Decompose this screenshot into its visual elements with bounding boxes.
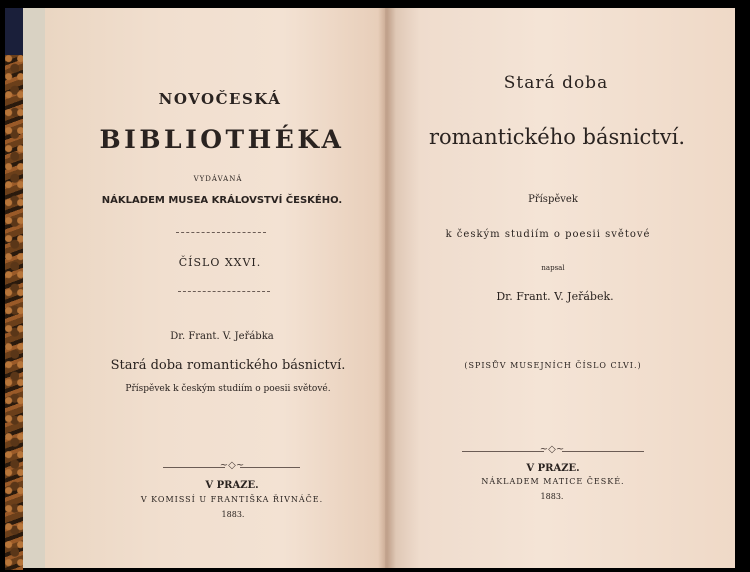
wrote-label: napsal bbox=[541, 264, 565, 272]
right-subtitle: k českým studiím o poesii světové bbox=[445, 229, 651, 240]
title-line-2: romantického básnictví. bbox=[429, 125, 685, 149]
left-publisher: NÁKLADEM MUSEA KRÁLOVSTVÍ ČESKÉHO. bbox=[101, 195, 343, 206]
right-publisher: NÁKLADEM MATICE ČESKÉ. bbox=[481, 477, 625, 486]
volume-number: ČÍSLO XXVI. bbox=[178, 256, 262, 269]
marbled-endpaper bbox=[5, 55, 23, 570]
ornament: ~◇~ bbox=[219, 460, 245, 471]
flyleaf bbox=[23, 8, 47, 568]
divider bbox=[178, 291, 270, 292]
left-year: 1883. bbox=[221, 510, 245, 519]
library-title: BIBLIOTHÉKA bbox=[99, 125, 345, 154]
left-subtitle: Příspěvek k českým studiím o poesii světové. bbox=[125, 384, 331, 394]
edited-by: VYDÁVANÁ bbox=[193, 175, 243, 183]
divider bbox=[462, 451, 544, 452]
right-author: Dr. Frant. V. Jeřábek. bbox=[496, 290, 614, 303]
ornament: ~◇~ bbox=[539, 444, 565, 455]
cover-edge bbox=[5, 8, 23, 56]
right-year: 1883. bbox=[540, 492, 564, 501]
left-author: Dr. Frant. V. Jeřábka bbox=[170, 331, 274, 342]
divider bbox=[240, 467, 300, 468]
divider bbox=[176, 232, 266, 233]
left-city: V PRAZE. bbox=[205, 480, 259, 491]
left-commission: V KOMISSÍ U FRANTIŠKA ŘIVNÁČE. bbox=[140, 495, 324, 504]
title-line-1: Stará doba bbox=[503, 73, 609, 93]
gutter-shadow bbox=[378, 8, 396, 568]
series-name: NOVOČESKÁ bbox=[158, 90, 282, 108]
divider bbox=[163, 467, 225, 468]
contribution-label: Příspěvek bbox=[528, 194, 578, 205]
divider bbox=[562, 451, 644, 452]
left-work-title: Stará doba romantického básnictví. bbox=[110, 358, 346, 373]
series-number: (SPISŮV MUSEJNÍCH ČÍSLO CLVI.) bbox=[464, 361, 642, 370]
right-city: V PRAZE. bbox=[526, 463, 580, 474]
